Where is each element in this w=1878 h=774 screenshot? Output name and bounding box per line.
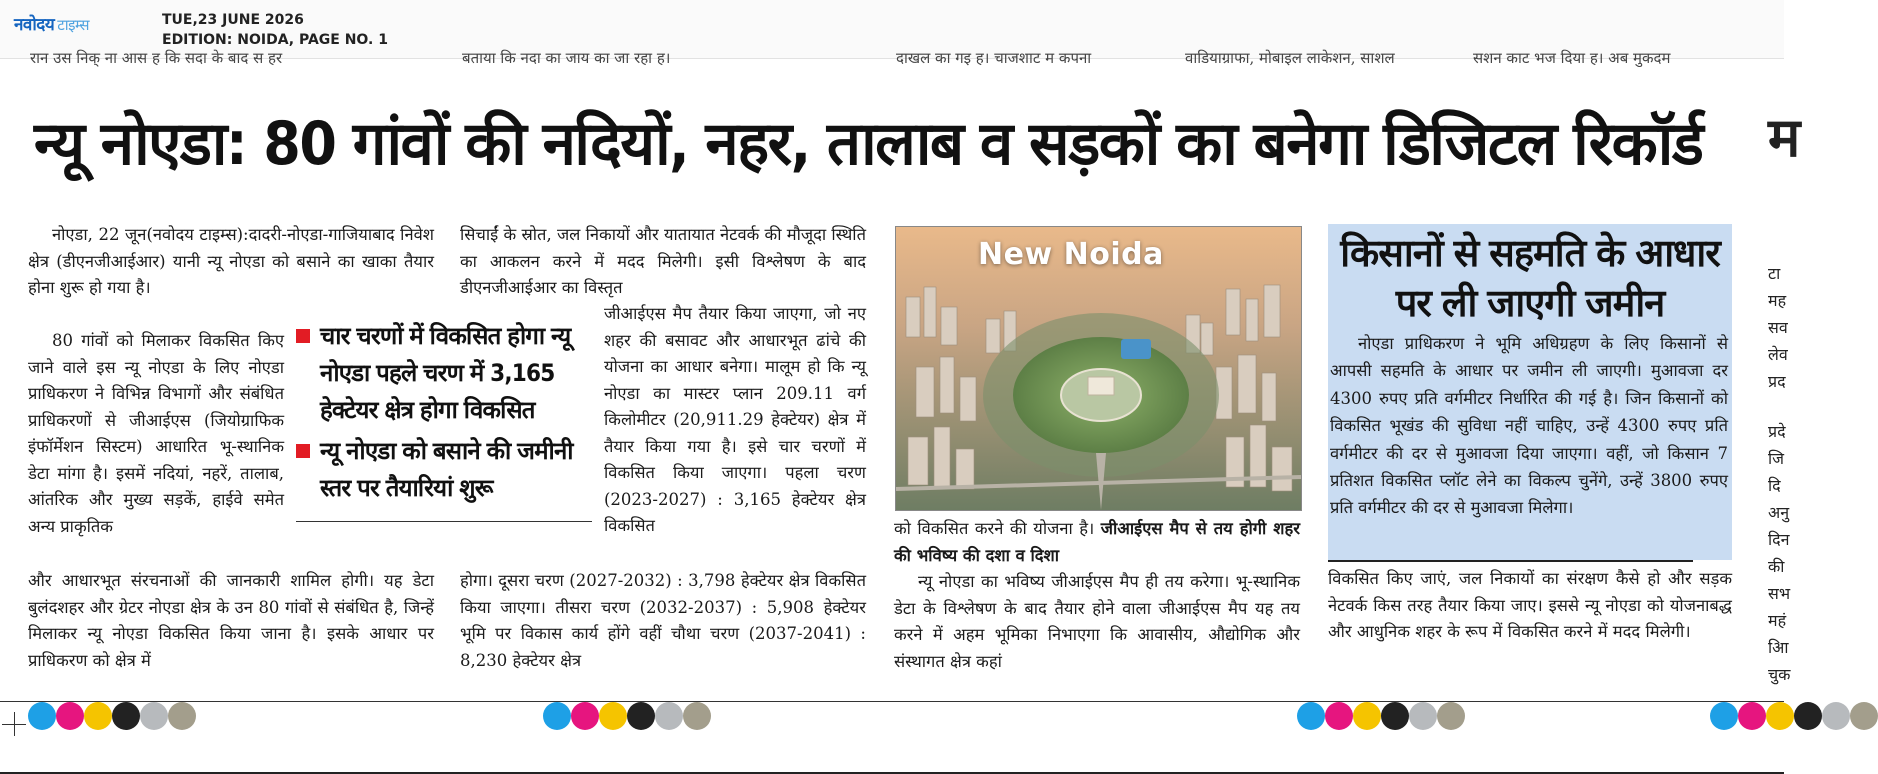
article-paragraph: होगा। दूसरा चरण (2027-2032) : 3,798 हेक्टेयर क्षेत्र विकसित किया जाएगा। तीसरा चरण (2032-2037) : 5,908 हेक्टेयर भूमि पर विकास कार्य होंगे वहीं चौथा चरण (2037-2041) : 8,230 हेक्टेयर क्षेत्र bbox=[460, 571, 866, 670]
highlight-item bbox=[296, 318, 592, 429]
edge-line: महं bbox=[1768, 611, 1787, 630]
registration-dot bbox=[655, 702, 683, 730]
article-col1-mid bbox=[28, 328, 284, 540]
edge-line: चुक bbox=[1768, 665, 1791, 684]
highlight-text: चार चरणों में विकसित होगा न्यू नोएडा पहले चरण में 3,165 हेक्टेयर क्षेत्र होगा विकसित bbox=[320, 322, 571, 424]
color-bar bbox=[1297, 702, 1465, 730]
farmers-sidebar-box bbox=[1328, 224, 1732, 560]
main-headline: न्यू नोएडा: 80 गांवों की नदियों, नहर, तालाब व सड़कों का बनेगा डिजिटल रिकॉर्ड bbox=[34, 109, 1703, 179]
edge-line: आि bbox=[1768, 638, 1789, 657]
cut-text-left-2: बताया कि नदा का जाय का जा रहा ह। bbox=[462, 49, 671, 67]
crop-mark-icon bbox=[2, 712, 26, 736]
edge-line: प्रद bbox=[1768, 372, 1786, 391]
edge-line: सभ bbox=[1768, 584, 1791, 603]
registration-dot bbox=[571, 702, 599, 730]
logo-main: नवोदय bbox=[14, 15, 55, 35]
article-col2-bottom bbox=[460, 568, 866, 674]
edition-page: EDITION: NOIDA, PAGE NO. 1 bbox=[162, 32, 388, 48]
highlights-box bbox=[296, 318, 592, 522]
registration-dot bbox=[1710, 702, 1738, 730]
sidebar-title: किसानों से सहमति के आधार पर ली जाएगी जमीन bbox=[1340, 231, 1720, 325]
article-subhead: जीआईएस मैप से तय होगी शहर की भविष्य की दशा व दिशा bbox=[894, 519, 1300, 565]
article-paragraph bbox=[894, 516, 1300, 569]
edge-cut-column-b bbox=[1768, 418, 1790, 688]
article-paragraph: 80 गांवों को मिलाकर विकसित किए जाने वाले इस न्यू नोएडा के लिए नोएडा प्राधिकरण ने विभिन्न विभागों और संबंधित प्राधिकरणों से जीआईएस (जियोग्राफिक इंफॉर्मेशन सिस्टम) आधारित भू-स्थानिक डेटा मांगा है। इसमें नदियां, नहरें, तालाब, आंतरिक और मुख्य सड़कें, हाईवे समेत अन्य प्राकृतिक bbox=[28, 331, 284, 536]
edition-meta bbox=[162, 10, 388, 50]
article-col1-top bbox=[28, 222, 434, 302]
edge-line: दि bbox=[1768, 476, 1781, 495]
edge-cut-column-a bbox=[1768, 260, 1788, 395]
registration-dot bbox=[1738, 702, 1766, 730]
registration-dot bbox=[56, 702, 84, 730]
edge-line: सव bbox=[1768, 318, 1788, 337]
registration-dot bbox=[28, 702, 56, 730]
edge-line: मह bbox=[1768, 291, 1787, 310]
registration-dot bbox=[1409, 702, 1437, 730]
article-paragraph: और आधारभूत संरचनाओं की जानकारी शामिल होगी। यह डेटा बुलंदशहर और ग्रेटर नोएडा क्षेत्र के उन 80 गांवों से संबंधित है, जिन्हें मिलाकर न्यू नोएडा विकसित किया जाना है। इसके आधार पर प्राधिकरण को क्षेत्र में bbox=[28, 571, 434, 670]
newspaper-logo[interactable] bbox=[14, 12, 89, 35]
red-square-icon bbox=[296, 329, 310, 343]
cut-text-left-1: रान उस निक् ना आस ह कि सदा के बाद स हर bbox=[30, 49, 283, 67]
edge-line: प्रदे bbox=[1768, 422, 1786, 441]
registration-dot bbox=[1437, 702, 1465, 730]
registration-dot bbox=[1353, 702, 1381, 730]
edge-line: की bbox=[1768, 557, 1785, 576]
highlight-item bbox=[296, 433, 592, 507]
registration-dot bbox=[683, 702, 711, 730]
article-paragraph: न्यू नोएडा का भविष्य जीआईएस मैप ही तय करेगा। भू-स्थानिक डेटा के विश्लेषण के बाद तैयार होने वाला जीआईएस मैप यह तय करने में अहम भूमिका निभाएगा कि आवासीय, औद्योगिक और संस्थागत क्षेत्र कहां bbox=[894, 572, 1300, 671]
sidebar-paragraph: नोएडा प्राधिकरण ने भूमि अधिग्रहण के लिए किसानों से आपसी सहमति के आधार पर जमीन ली जाएगी। मुआवजा दर 4300 रुपए प्रति वर्गमीटर निर्धारित की गई है। जिन किसानों को विकसित भूखंड की सुविधा नहीं चाहिए, उन्हें 4300 रुपए प्रति वर्गमीटर की दर से मुआवजा दिया जाएगा। वहीं, जो किसान 7 प्रतिशत विकसित प्लॉट लेने का विकल्प चुनेंगे, उन्हें 3800 रुपए प्रति वर्गमीटर की दर से मुआवजा मिलेगा। bbox=[1330, 334, 1728, 518]
registration-dot bbox=[627, 702, 655, 730]
registration-dot bbox=[84, 702, 112, 730]
sidebar-divider bbox=[1328, 560, 1693, 562]
article-paragraph: नोएडा, 22 जून(नवोदय टाइम्स):दादरी-नोएडा-गाजियाबाद निवेश क्षेत्र (डीएनजीआईआर) यानी न्यू नोएडा को बसाने का खाका तैयार होना शुरू हो गया है। bbox=[28, 225, 434, 297]
registration-dot bbox=[1794, 702, 1822, 730]
edge-line: लेव bbox=[1768, 345, 1788, 364]
edge-line: जि bbox=[1768, 449, 1785, 468]
edge-cut-headline: म bbox=[1768, 106, 1801, 169]
cut-text-right-1: दाखल का गइ ह। चाजशाट म कपना bbox=[896, 49, 1092, 67]
city-aerial-photo[interactable] bbox=[895, 226, 1302, 511]
article-col4 bbox=[1328, 566, 1732, 646]
color-bar bbox=[1710, 702, 1878, 730]
edge-line: दिन bbox=[1768, 530, 1790, 549]
photo-label: New Noida bbox=[978, 237, 1164, 272]
registration-dot bbox=[1297, 702, 1325, 730]
cut-text-right-3: सशन काट भज दिया ह। अब मुकदम bbox=[1473, 49, 1671, 67]
color-bar bbox=[28, 702, 196, 730]
red-square-icon bbox=[296, 444, 310, 458]
registration-dot bbox=[1822, 702, 1850, 730]
article-col3 bbox=[894, 516, 1300, 675]
article-text: को विकसित करने की योजना है। bbox=[894, 519, 1095, 538]
registration-dot bbox=[168, 702, 196, 730]
registration-dot bbox=[1381, 702, 1409, 730]
registration-dot bbox=[543, 702, 571, 730]
registration-dot bbox=[112, 702, 140, 730]
edge-line: टा bbox=[1768, 264, 1781, 283]
edition-date: TUE,23 JUNE 2026 bbox=[162, 12, 304, 28]
article-paragraph: जीआईएस मैप तैयार किया जाएगा, जो नए शहर की बसावट और आधारभूत ढांचे की योजना का आधार बनेगा। मालूम हो कि न्यू नोएडा का मास्टर प्लान 209.11 वर्ग किलोमीटर (20,911.29 हेक्टेयर) क्षेत्र में तैयार किया गया है। इसे चार चरणों में विकसित किया जाएगा। पहला चरण (2023-2027) : 3,165 हेक्टेयर क्षेत्र विकसित bbox=[604, 304, 866, 535]
article-col2-top bbox=[460, 222, 866, 302]
print-rule bbox=[0, 701, 1784, 702]
color-bar bbox=[543, 702, 711, 730]
sidebar-body bbox=[1330, 330, 1728, 522]
registration-dot bbox=[1325, 702, 1353, 730]
logo-sub: टाइम्स bbox=[57, 16, 90, 34]
registration-dot bbox=[1850, 702, 1878, 730]
article-col1-bottom bbox=[28, 568, 434, 674]
cut-text-right-2: वाडियाग्राफा, मोबाइल लाकेशन, साशल bbox=[1185, 49, 1395, 67]
article-paragraph: सिचाईं के स्रोत, जल निकायों और यातायात नेटवर्क की मौजूदा स्थिति का आकलन करने में मदद मिलेगी। इसी विश्लेषण के बाद डीएनजीआईआर का विस्तृत bbox=[460, 225, 866, 297]
article-paragraph: विकसित किए जाएं, जल निकायों का संरक्षण कैसे हो और सड़क नेटवर्क किस तरह तैयार किया जाए। इससे न्यू नोएडा को योजनाबद्ध और आधुनिक शहर के रूप में विकसित करने में मदद मिलेगी। bbox=[1328, 569, 1732, 641]
edge-line: अनु bbox=[1768, 503, 1790, 522]
article-col2-right bbox=[604, 301, 866, 540]
registration-dot bbox=[599, 702, 627, 730]
highlight-text: न्यू नोएडा को बसाने की जमीनी स्तर पर तैयारियां शुरू bbox=[320, 437, 573, 502]
registration-dot bbox=[1766, 702, 1794, 730]
registration-dot bbox=[140, 702, 168, 730]
